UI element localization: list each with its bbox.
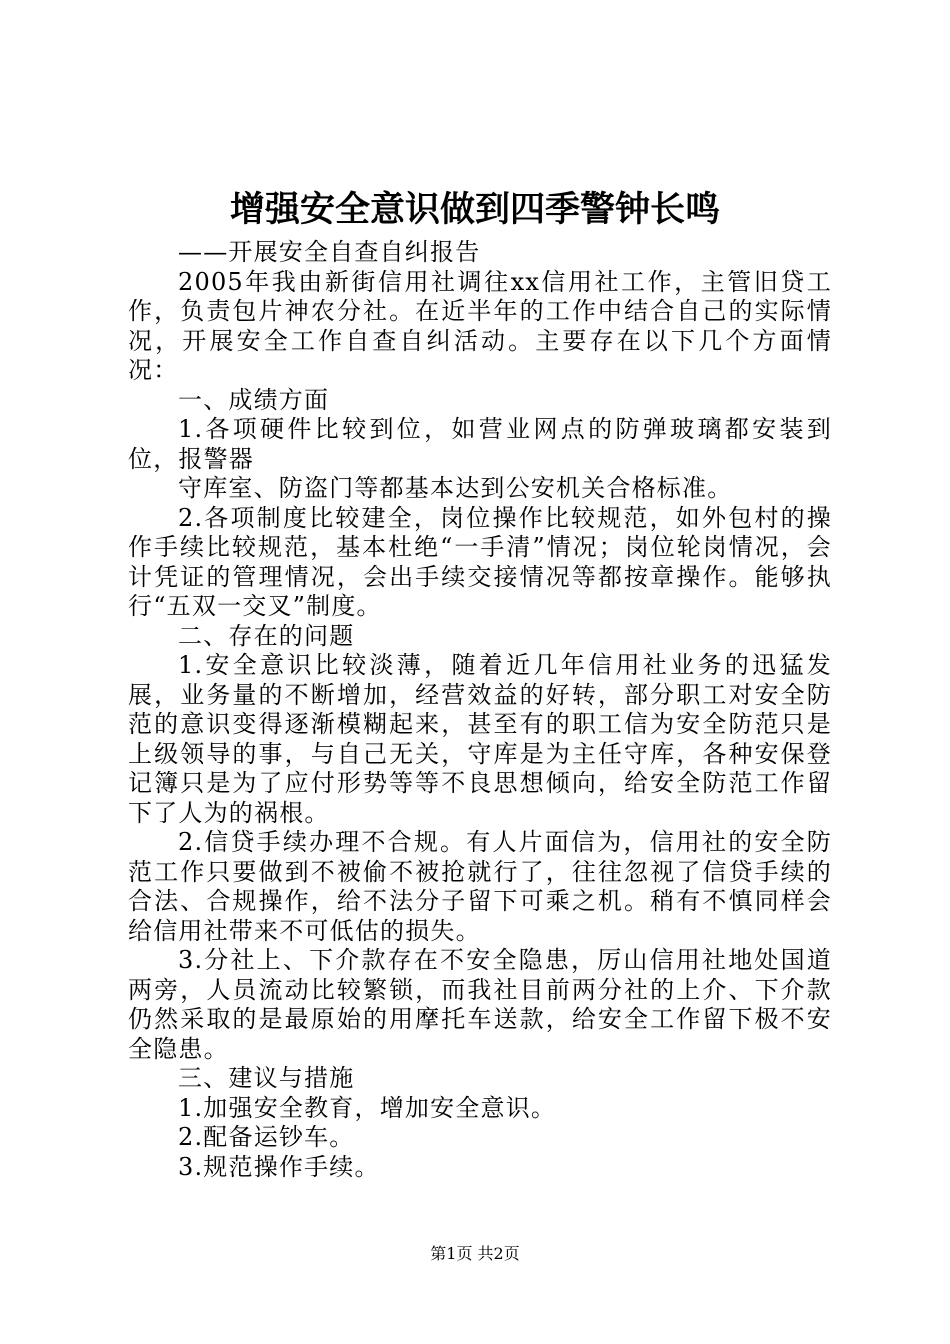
section-heading-problems: 二、存在的问题	[178, 621, 355, 650]
document-body	[128, 238, 832, 1182]
problem-item-3: 3.分社上、下介款存在不安全隐患，厉山信用社地处国道两旁，人员流动比较繁锁，而我社目前两分社的上介、下介款仍然采取的是最原始的用摩托车送款，给安全工作留下极不安全隐患。	[128, 946, 832, 1063]
suggestion-item-2: 2.配备运钞车。	[178, 1123, 355, 1151]
section-heading-achievements: 一、成绩方面	[178, 385, 330, 414]
achievement-item-1: 1.各项硬件比较到位，如营业网点的防弹玻璃都安装到位，报警器	[128, 415, 832, 473]
problem-item-1: 1.安全意识比较淡薄，随着近几年信用社业务的迅猛发展，业务量的不断增加，经营效益的好转，部分职工对安全防范的意识变得逐渐模糊起来，甚至有的职工信为安全防范只是上级领导的事，与自己无关，守库是为主任守库，各种安保登记簿只是为了应付形势等等不良思想倾向，给安全防范工作留下了人为的祸根。	[128, 651, 832, 827]
suggestion-item-3: 3.规范操作手续。	[178, 1152, 380, 1181]
intro-paragraph: 2005年我由新街信用社调往xx信用社工作，主管旧贷工作，负责包片神农分社。在近半年的工作中结合自己的实际情况，开展安全工作自查自纠活动。主要存在以下几个方面情况：	[128, 267, 832, 384]
problem-item-2: 2.信贷手续办理不合规。有人片面信为，信用社的安全防范工作只要做到不被偷不被抢就行了，往往忽视了信贷手续的合法、合规操作，给不法分子留下可乘之机。稍有不慎同样会给信用社带来不可低估的损失。	[128, 828, 832, 945]
subtitle-paragraph: ——开展安全自查自纠报告	[178, 238, 481, 266]
suggestion-item-1: 1.加强安全教育，增加安全意识。	[178, 1093, 557, 1122]
achievement-item-2: 2.各项制度比较建全，岗位操作比较规范，如外包村的操作手续比较规范，基本杜绝“一手清”情况；岗位轮岗情况，会计凭证的管理情况，会出手续交接情况等都按章操作。能够执行“五双一交叉”制度。	[128, 503, 832, 620]
page-footer: 第1页 共2页	[430, 1244, 520, 1263]
section-heading-suggestions: 三、建议与措施	[178, 1064, 355, 1092]
achievement-item-1-continued: 守库室、防盗门等都基本达到公安机关合格标准。	[178, 474, 733, 502]
document-title: 增强安全意识做到四季警钟长鸣	[229, 189, 720, 230]
